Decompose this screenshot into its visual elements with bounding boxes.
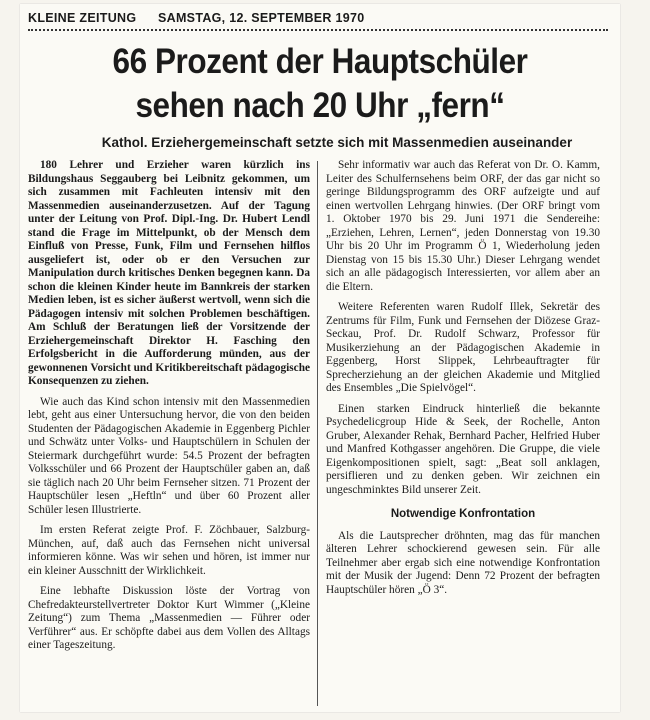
article-column-left	[28, 159, 310, 660]
issue-date: SAMSTAG, 12. SEPTEMBER 1970	[158, 11, 365, 25]
body-paragraph-konfrontation: Als die Lautsprecher dröhnten, mag das für manchen älteren Lehrer schockierend gewesen sein. Für alle Teilnehmer aber ergab sich eine notwendige Konfrontation mit der Musik der Jugend: Denn 72 Prozent der befragten Hauptschüler hören „Ö 3“.	[326, 529, 600, 596]
column-divider	[317, 161, 318, 706]
subheadline: Kathol. Erziehergemeinschaft setzte sich mit Massenmedien auseinander	[101, 135, 573, 150]
body-paragraph-zoechbauer: Im ersten Referat zeigte Prof. F. Zöchbauer, Salzburg-München, auf, daß auch das Fernsehen nicht universal informieren könne. Was wir sehen und hören, ist immer nur ein kleiner Ausschnitt der Wirklichkeit.	[28, 524, 310, 577]
article-column-right	[326, 159, 600, 604]
lead-paragraph: 180 Lehrer und Erzieher waren kürzlich ins Bildungshaus Seggauberg bei Leibnitz gekommen, um sich zusammen mit Fachleuten intensiv mit den Massenmedien auseinanderzusetzen. Auf der Tagung unter der Leitung von Prof. Dipl.-Ing. Dr. Hubert Lendl stand die Frage im Mittelpunkt, ob der Mensch dem Einfluß von Presse, Funk, Film und Fernsehen hilflos ausgeliefert ist, oder ob er den Versuchen zur Manipulation durch kritisches Denken begegnen kann. Da schon die kleinen Kinder heute im Bannkreis der starken Medien leben, ist es sicher äußerst wertvoll, wenn sich die Pädagogen intensiv mit solchen Problemen beschäftigen. Am Schluß der Beratungen ließ der Vorsitzende der Erziehergemeinschaft Direktor H. Fasching den Erfolgsbericht in die Aufforderung münden, aus der gewonnenen Vorsicht und Kritikbereitschaft pädagogische Konsequenzen zu ziehen.	[28, 159, 310, 387]
body-paragraph-kamm: Sehr informativ war auch das Referat von Dr. O. Kamm, Leiter des Schulfernsehens beim ORF, der das gar nicht so geringe Bildungsprogramm des ORF aufzeigte und auf einen wertvollen Lehrgang hinwies. (Der ORF bringt vom 1. Oktober 1970 bis 29. Juni 1971 die Sendereihe: „Erziehen, Lehren, Lernen“, jeden Donnerstag von 19.30 Uhr bis 20 Uhr im Programm Ö 1, Wiederholung jeden Dienstag von 15 bis 15.30 Uhr.) Dieser Lehrgang wendet sich an alle pädagogisch Interessierten, vor allem aber an die Eltern.	[326, 159, 600, 293]
headline	[86, 40, 554, 128]
section-heading: Notwendige Konfrontation	[390, 508, 536, 520]
newspaper-clipping	[20, 4, 620, 712]
masthead-rule	[28, 29, 608, 31]
newspaper-name: KLEINE ZEITUNG	[28, 11, 137, 25]
body-paragraph-referenten: Weitere Referenten waren Rudolf Illek, Sekretär des Zentrums für Film, Funk und Fernsehen der Diözese Graz-Seckau, Prof. Dr. Rudolf Schwarz, Professor für Musikerziehung an der Pädagogischen Akademie in Eggenberg, Horst Slippek, Lehrbeauftragter für Sprecherziehung an der gleichen Akademie und Mitglied des Ensembles „Die Spielvögel“.	[326, 301, 600, 394]
body-paragraph-band: Einen starken Eindruck hinterließ die bekannte Psychedelicgroup Hide & Seek, der Rochelle, Anton Gruber, Alexander Rehak, Bernhard Pacher, Helfried Huber und Manfred Kothgasser angehören. Die Gruppe, die viele Eigenkompositionen spielt, sagt: „Beat soll anklagen, persiflieren und zu denken geben. Wir zeichnen ein ungeschminktes Bild unserer Zeit.	[326, 402, 600, 496]
headline-line-2: sehen nach 20 Uhr „fern“	[135, 86, 505, 125]
masthead	[28, 7, 608, 29]
body-paragraph-survey: Wie auch das Kind schon intensiv mit den Massenmedien lebt, geht aus einer Untersuchung hervor, die von den beiden Studenten der Pädagogischen Akademie in Eggenberg Pichler und Schwätz unter Volks- und Hauptschülern in Schulen der Steiermark durchgeführt wurde: 54.5 Prozent der befragten Volksschüler und 66 Prozent der Hauptschüler gaben an, daß sie täglich nach 20 Uhr beim Fernseher sitzen. 71 Prozent der Hauptschüler lesen „Heftln“ und über 60 Prozent aller Schüler lesen Illustrierte.	[28, 395, 310, 516]
headline-line-1: 66 Prozent der Hauptschüler	[112, 42, 528, 81]
body-paragraph-wimmer: Eine lebhafte Diskussion löste der Vortrag von Chefredakteurstellvertreter Doktor Kurt Wimmer („Kleine Zeitung“) zum Thema „Massenmedien — Führer oder Verführer“ aus. Er schöpfte dabei aus dem Vollen des Alltags einer Tageszeitung.	[28, 585, 310, 651]
